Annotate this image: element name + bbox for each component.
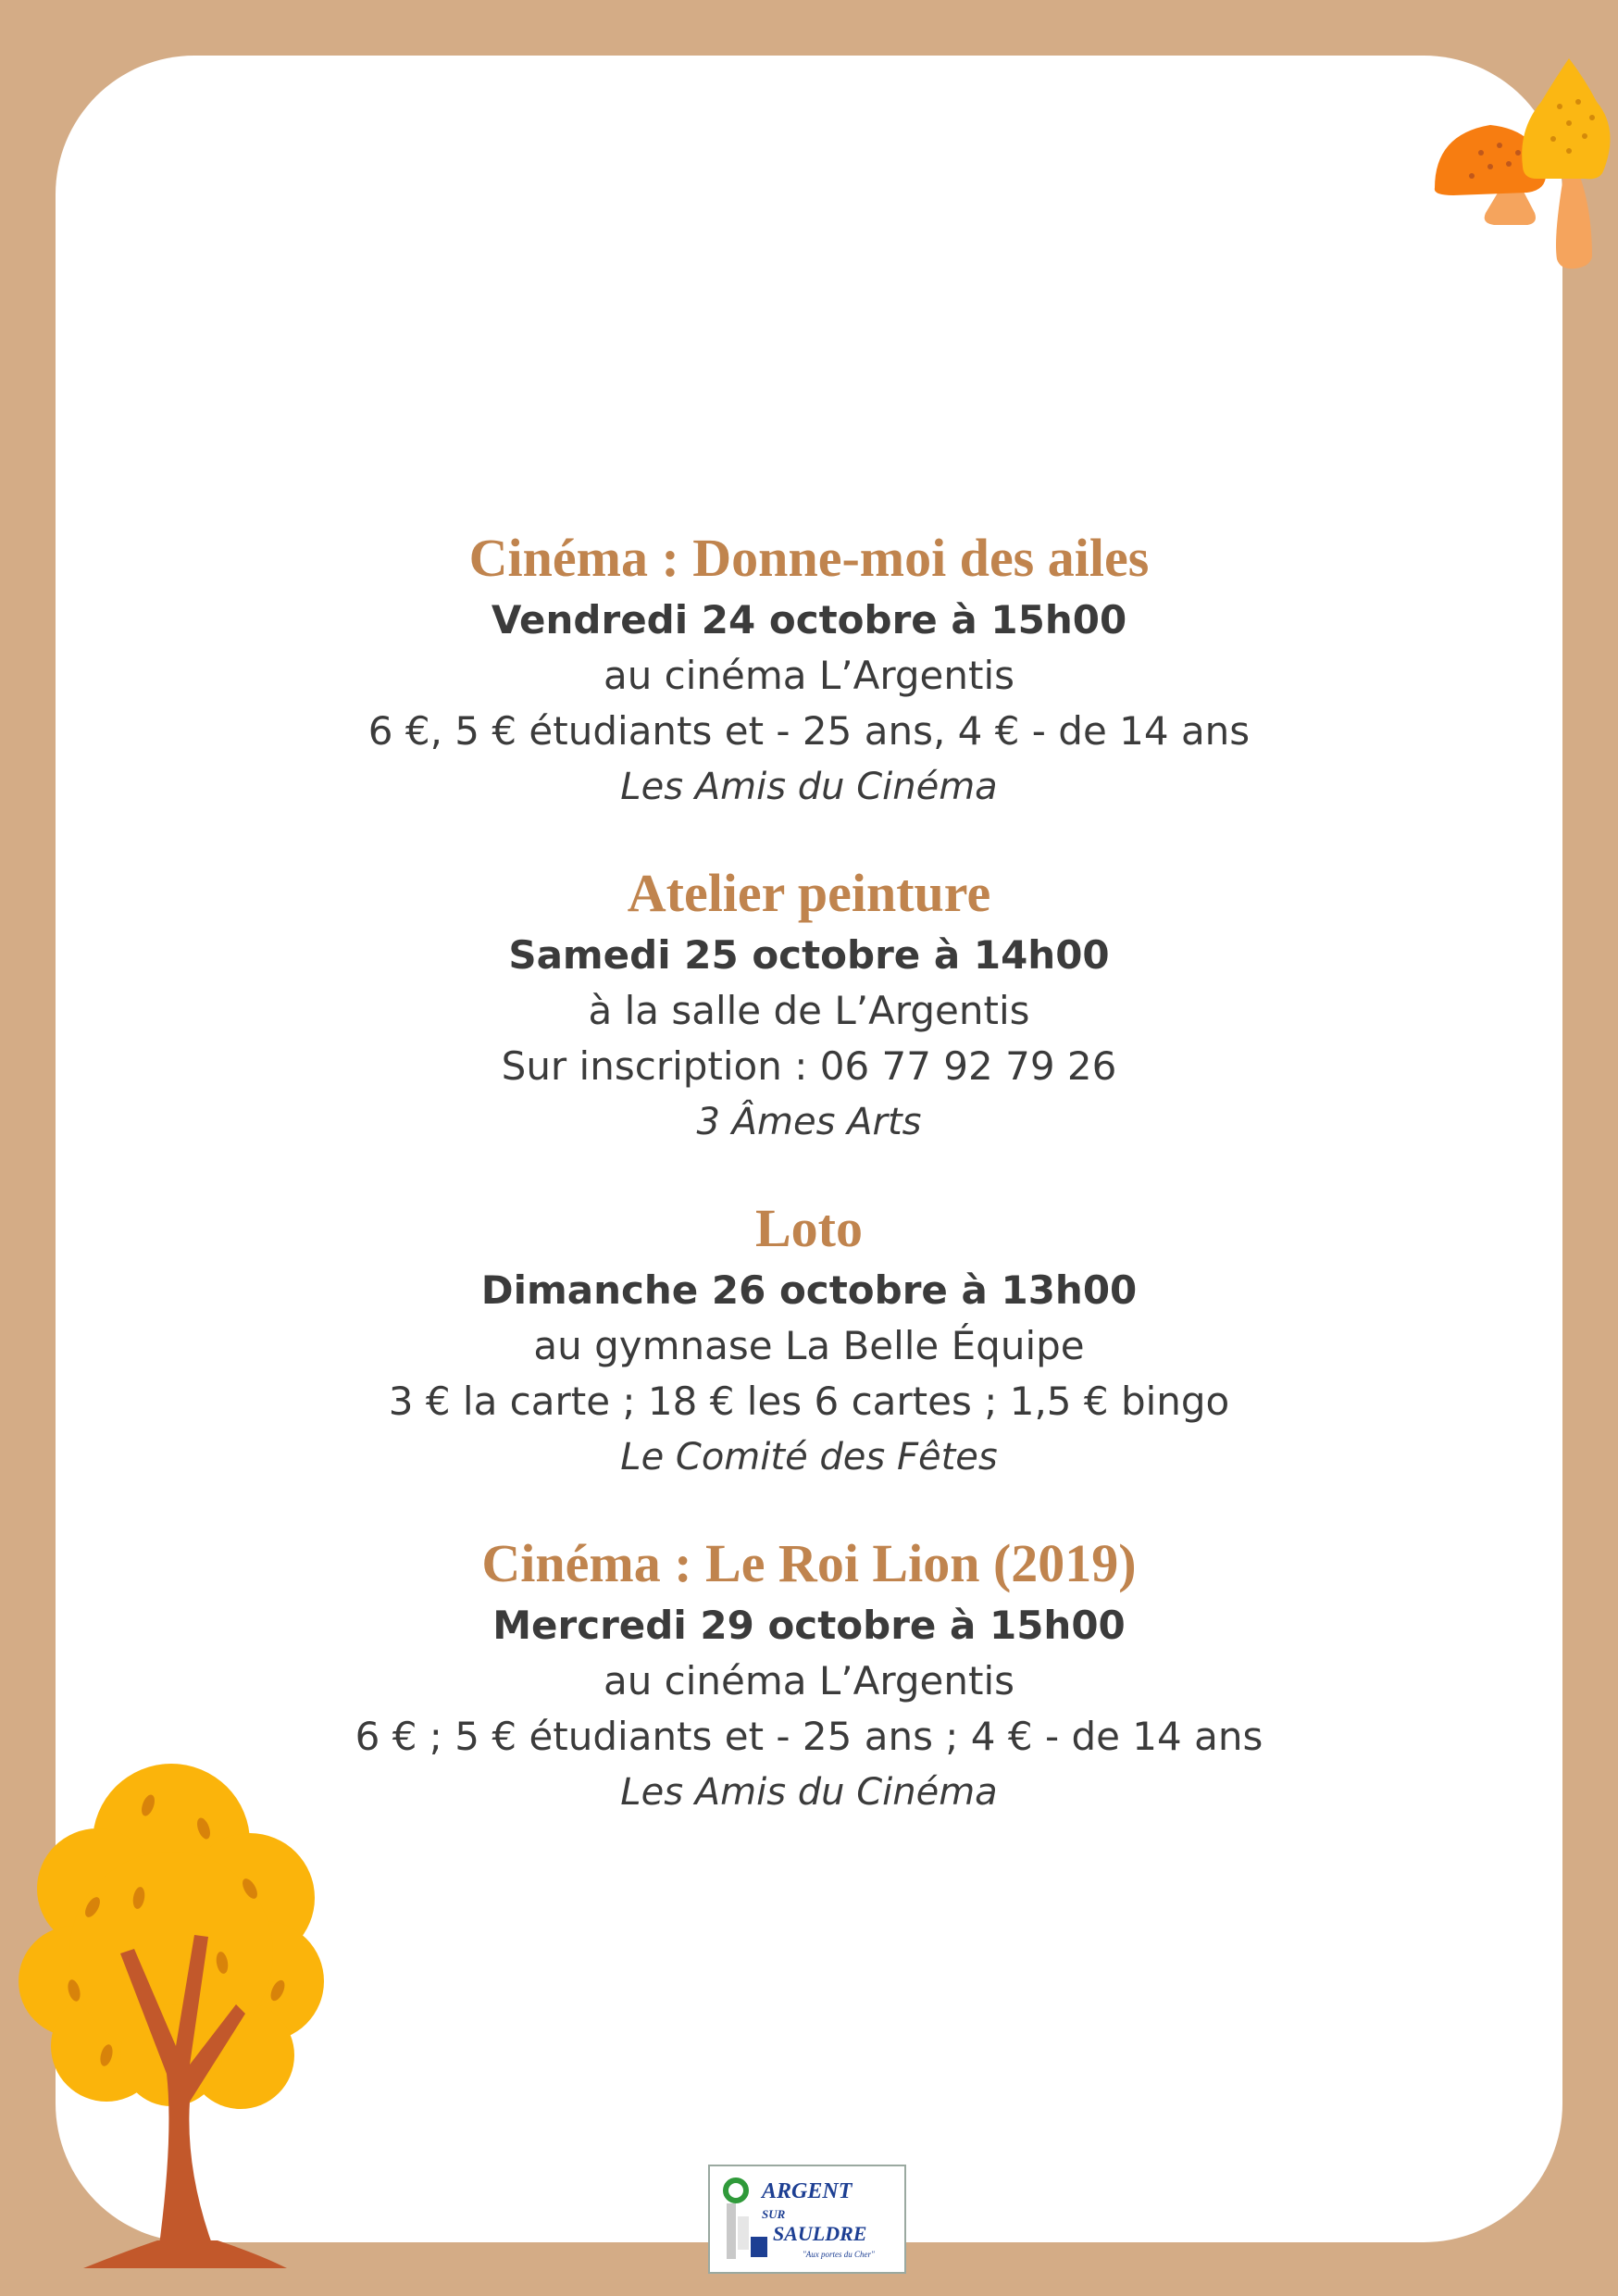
event-place: à la salle de L’Argentis — [588, 988, 1030, 1033]
event-date: Samedi 25 octobre à 14h00 — [508, 932, 1110, 978]
event-date: Mercredi 29 octobre à 15h00 — [492, 1603, 1126, 1648]
event-organizer: 3 Âmes Arts — [696, 1101, 922, 1143]
event-item — [0, 1533, 1618, 1820]
logo-line-3: SAULDRE — [773, 2222, 867, 2245]
event-info: 6 € ; 5 € étudiants et - 25 ans ; 4 € - de 14 ans — [355, 1714, 1263, 1759]
event-place: au cinéma L’Argentis — [603, 653, 1015, 698]
event-title: Cinéma : Donne-moi des ailes — [468, 528, 1150, 588]
mushrooms-decoration — [1342, 51, 1611, 282]
event-organizer: Le Comité des Fêtes — [620, 1436, 998, 1479]
event-date: Vendredi 24 octobre à 15h00 — [491, 597, 1127, 643]
event-organizer: Les Amis du Cinéma — [620, 766, 998, 808]
event-item — [0, 1198, 1618, 1485]
event-title: Loto — [755, 1198, 863, 1258]
event-organizer: Les Amis du Cinéma — [620, 1771, 998, 1814]
event-place: au gymnase La Belle Équipe — [533, 1323, 1085, 1368]
event-place: au cinéma L’Argentis — [603, 1658, 1015, 1703]
events-list — [0, 528, 1618, 1868]
event-info: 3 € la carte ; 18 € les 6 cartes ; 1,5 € bingo — [388, 1379, 1230, 1424]
event-date: Dimanche 26 octobre à 13h00 — [480, 1267, 1138, 1313]
town-logo — [708, 2165, 906, 2274]
event-item — [0, 863, 1618, 1150]
mushroom-icon — [1522, 58, 1610, 268]
event-info: Sur inscription : 06 77 92 79 26 — [501, 1043, 1117, 1089]
event-title: Cinéma : Le Roi Lion (2019) — [481, 1533, 1137, 1593]
event-title: Atelier peinture — [627, 863, 991, 923]
logo-tagline: "Aux portes du Cher" — [803, 2250, 875, 2259]
event-info: 6 €, 5 € étudiants et - 25 ans, 4 € - de 14 ans — [367, 708, 1251, 754]
logo-line-1: ARGENT — [762, 2179, 853, 2203]
logo-line-2: SUR — [762, 2207, 786, 2221]
event-item — [0, 528, 1618, 815]
